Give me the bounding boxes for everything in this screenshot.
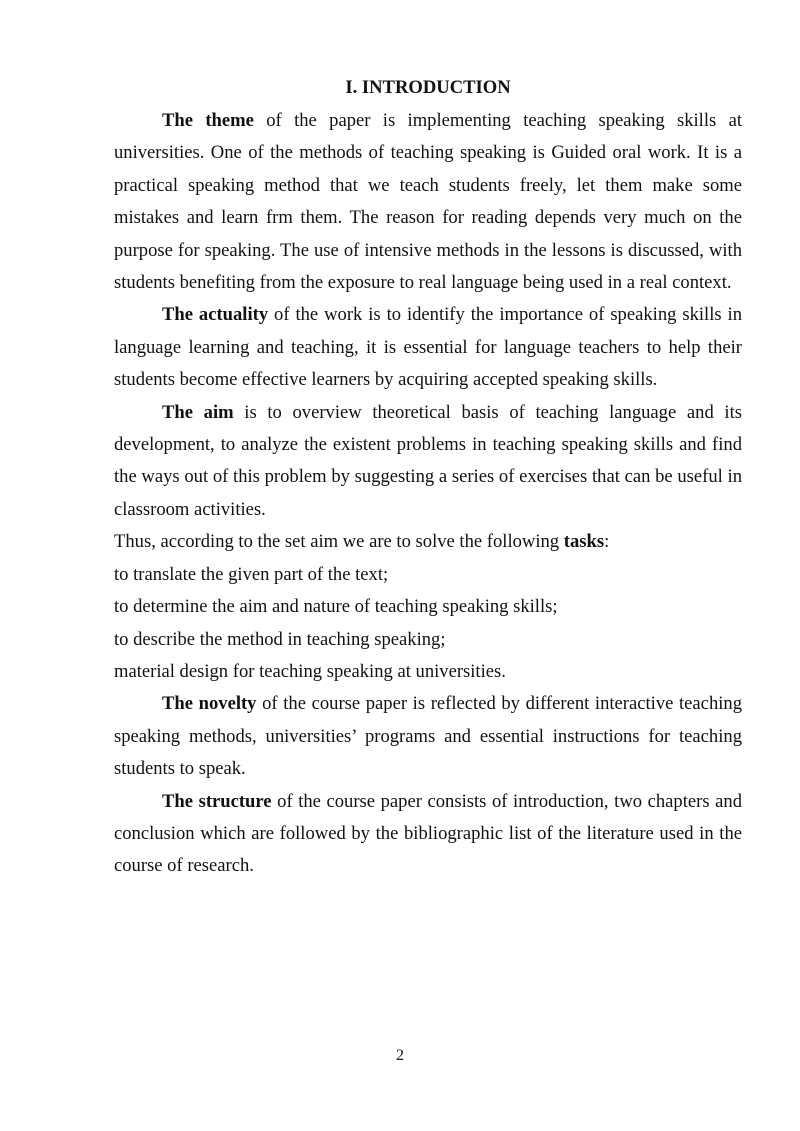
page-number: 2 [396, 1047, 404, 1064]
structure-paragraph [114, 786, 742, 883]
aim-text: is to overview theoretical basis of teaching language and its development, to analyze the existent problems in teaching speaking skills and find the ways out of this problem by suggesting a series of exercises that can be useful in classroom activities. [114, 401, 742, 520]
section-heading: I. INTRODUCTION [345, 77, 511, 98]
actuality-paragraph [114, 299, 742, 396]
structure-text: of the course paper consists of introduction, two chapters and conclusion which are followed by the bibliographic list of the literature used in the course of research. [114, 790, 742, 877]
theme-paragraph [114, 105, 742, 299]
task-item-3: to describe the method in teaching speaking; [114, 628, 446, 650]
actuality-lead: The actuality [162, 304, 269, 326]
task-item-4: material design for teaching speaking at universities. [114, 660, 506, 682]
actuality-text: of the work is to identify the importance of speaking skills in language learning and teaching, it is essential for language teachers to help their students become effective learners by acquiring accepted speaking skills. [114, 304, 742, 391]
novelty-lead: The novelty [162, 693, 257, 715]
novelty-text: of the course paper is reflected by different interactive teaching speaking methods, universities’ programs and essential instructions for teaching students to speak. [114, 693, 742, 780]
tasks-intro-text: Thus, according to the set aim we are to solve the following [114, 531, 564, 553]
task-item-2: to determine the aim and nature of teaching speaking skills; [114, 596, 558, 618]
tasks-intro-end: : [604, 531, 610, 553]
theme-text: of the paper is implementing teaching speaking skills at universities. One of the methods of teaching speaking is Guided oral work. It is a practical speaking method that we teach students freely, let them make some mistakes and learn frm them. The reason for reading depends very much on the purpose for speaking. The use of intensive methods in the lessons is discussed, with students benefiting from the exposure to real language being used in a real context. [114, 110, 743, 294]
novelty-paragraph [114, 688, 742, 785]
aim-paragraph [114, 397, 742, 527]
structure-lead: The structure [162, 790, 272, 812]
theme-lead: The theme [162, 110, 254, 131]
tasks-intro-bold: tasks [563, 531, 605, 553]
task-item-1: to translate the given part of the text; [114, 563, 389, 585]
tasks-intro-paragraph [114, 526, 742, 558]
document-body [114, 74, 742, 883]
aim-lead: The aim [162, 401, 234, 423]
